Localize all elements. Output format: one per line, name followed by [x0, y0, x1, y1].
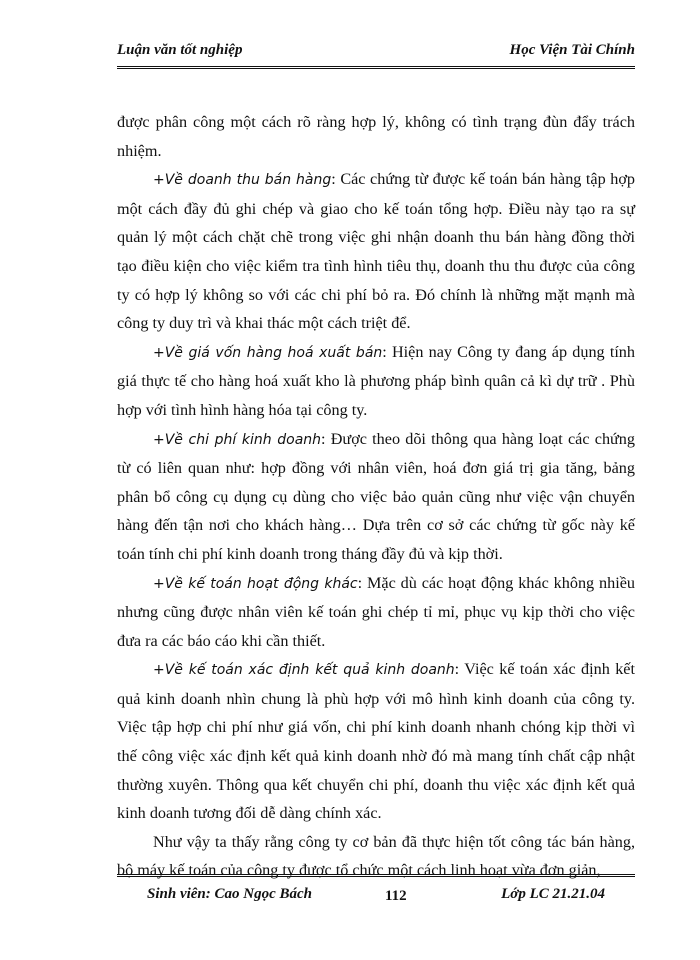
paragraph-text: : Hiện nay Công ty đang áp dụng tính giá thực tế cho hàng hoá xuất kho là phương pháp bình quân cả kì dự trữ . Phù hợp với tình hình hàng hóa tại công ty.: [117, 342, 635, 419]
paragraph-lead: +Về kế toán xác định kết quả kinh doanh: [153, 662, 455, 679]
page-footer: [117, 884, 635, 914]
paragraph-business-results: [117, 655, 635, 828]
paragraph-text: được phân công một cách rõ ràng hợp lý, không có tình trạng đùn đẩy trách nhiệm.: [117, 113, 635, 160]
paragraph-text: : Mặc dù các hoạt động khác không nhiều nhưng cũng được nhân viên kế toán ghi chép tỉ mỉ, phục vụ kịp thời cho việc đưa ra các báo cáo khi cần thiết.: [117, 573, 635, 650]
paragraph-cost-of-goods: [117, 338, 635, 425]
paragraph-text: : Các chứng từ được kế toán bán hàng tập hợp một cách đầy đủ ghi chép và giao cho kế toán tổng hợp. Điều này tạo ra sự quản lý một cách chặt chẽ trong việc ghi nhận doanh thu bán hàng đồng thời tạo điều kiện cho việc kiểm tra tình hình tiêu thụ, doanh thu thu được của công ty có hợp lý không so với các chi phí bỏ ra. Đó chính là những mặt mạnh mà công ty duy trì và khai thác một cách triệt để.: [117, 170, 636, 333]
paragraph-lead: +Về kế toán hoạt động khác: [153, 575, 358, 592]
paragraph-revenue: [117, 165, 635, 338]
paragraph-business-expenses: [117, 425, 635, 569]
paragraph-text: Như vậy ta thấy rằng công ty cơ bản đã thực hiện tốt công tác bán hàng, bộ máy kế toán của công ty được tổ chức một cách linh hoạt vừa đơn giản,: [117, 832, 635, 880]
paragraph-lead: +Về chi phí kinh doanh: [153, 431, 322, 448]
paragraph-text: : Việc kế toán xác định kết quả kinh doanh nhìn chung là phù hợp với mô hình kinh doanh của công ty. Việc tập hợp chi phí như giá vốn, chi phí kinh doanh nhanh chóng kịp thời vì thế công việc xác định kết quả kinh doanh nhờ đó mà mang tính chất cập nhật thường xuyên. Thông qua kết chuyển chi phí, doanh thu việc xác định kết quả kinh doanh tương đối dễ dàng chính xác.: [117, 660, 635, 823]
footer-student-name: Sinh viên: Cao Ngọc Bách: [147, 886, 313, 902]
header-institution: Học Viện Tài Chính: [509, 42, 635, 58]
footer-class-code: Lớp LC 21.21.04: [501, 886, 605, 902]
page-number: 112: [385, 888, 407, 904]
header-divider: [117, 66, 635, 69]
paragraph-lead: +Về doanh thu bán hàng: [153, 172, 332, 189]
paragraph-lead: +Về giá vốn hàng hoá xuất bán: [153, 344, 383, 361]
paragraph-text: : Được theo dõi thông qua hàng loạt các chứng từ có liên quan như: hợp đồng với nhân viên, hoá đơn giá trị gia tăng, bảng phân bổ công cụ dụng cụ dùng cho việc bảo quản cũng như việc vận chuyển hàng đến tận nơi cho khách hàng… Dựa trên cơ sở các chứng từ gốc này kế toán tính chi phí kinh doanh trong tháng đầy đủ và kịp thời.: [117, 429, 635, 563]
paragraph-continuation: [117, 108, 635, 165]
page-header: [117, 38, 635, 64]
paragraph-other-activities: [117, 569, 635, 656]
document-body: [117, 108, 635, 885]
header-thesis-title: Luận văn tốt nghiệp: [117, 42, 243, 58]
footer-divider: [117, 874, 635, 877]
